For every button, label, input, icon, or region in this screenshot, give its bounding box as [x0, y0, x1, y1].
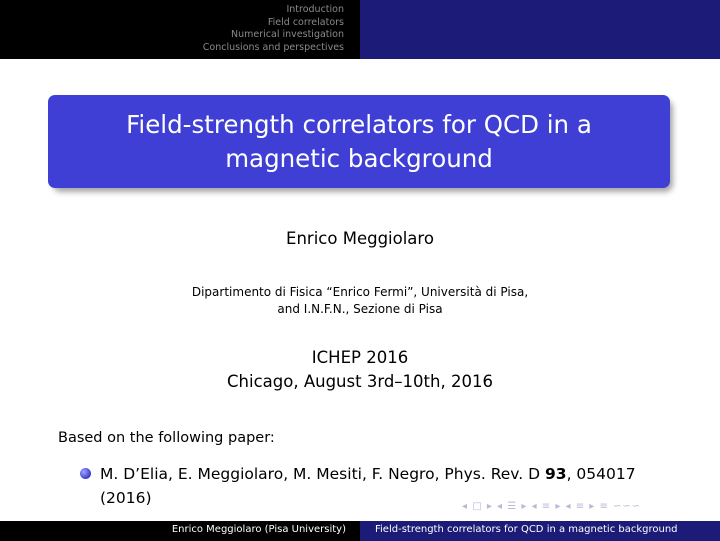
reference-intro: Based on the following paper: [58, 430, 275, 446]
reference-volume: 93 [545, 465, 567, 483]
footer-bar [0, 521, 720, 541]
bullet-icon [80, 468, 91, 479]
affiliation-line-1: Dipartimento di Fisica “Enrico Fermi”, Università di Pisa, [191, 285, 529, 299]
affiliation [0, 284, 720, 318]
nav-item-field-correlators[interactable]: Field correlators [267, 16, 344, 28]
nav-item-numerical-investigation[interactable]: Numerical investigation [231, 29, 344, 41]
header-right-panel [360, 0, 720, 59]
conference-location-date: Chicago, August 3rd–10th, 2016 [227, 372, 493, 391]
footer-title: Field-strength correlators for QCD in a magnetic background [375, 524, 678, 535]
conference-name: ICHEP 2016 [311, 348, 409, 367]
reference-authors: M. D’Elia, E. Meggiolaro, M. Mesiti, F. Negro, Phys. Rev. D [100, 465, 545, 483]
reference-rest: , 054017 (2016) [100, 465, 636, 507]
nav-item-introduction[interactable]: Introduction [286, 4, 344, 15]
title-box [48, 95, 670, 188]
beamer-navigation-icons[interactable]: ◂ □ ▸ ◂ ☰ ▸ ◂ ≡ ▸ ◂ ≡ ▸ ≡ ∽∽∽ [462, 501, 642, 512]
section-navigation [203, 4, 344, 54]
affiliation-line-2: and I.N.F.N., Sezione di Pisa [277, 302, 443, 316]
footer-author: Enrico Meggiolaro (Pisa University) [171, 524, 346, 535]
author-name: Enrico Meggiolaro [286, 229, 434, 248]
header-bar [0, 0, 720, 59]
conference [0, 346, 720, 394]
slide-title: Field-strength correlators for QCD in a magnetic background [126, 109, 592, 173]
nav-item-conclusions[interactable]: Conclusions and perspectives [202, 41, 344, 53]
